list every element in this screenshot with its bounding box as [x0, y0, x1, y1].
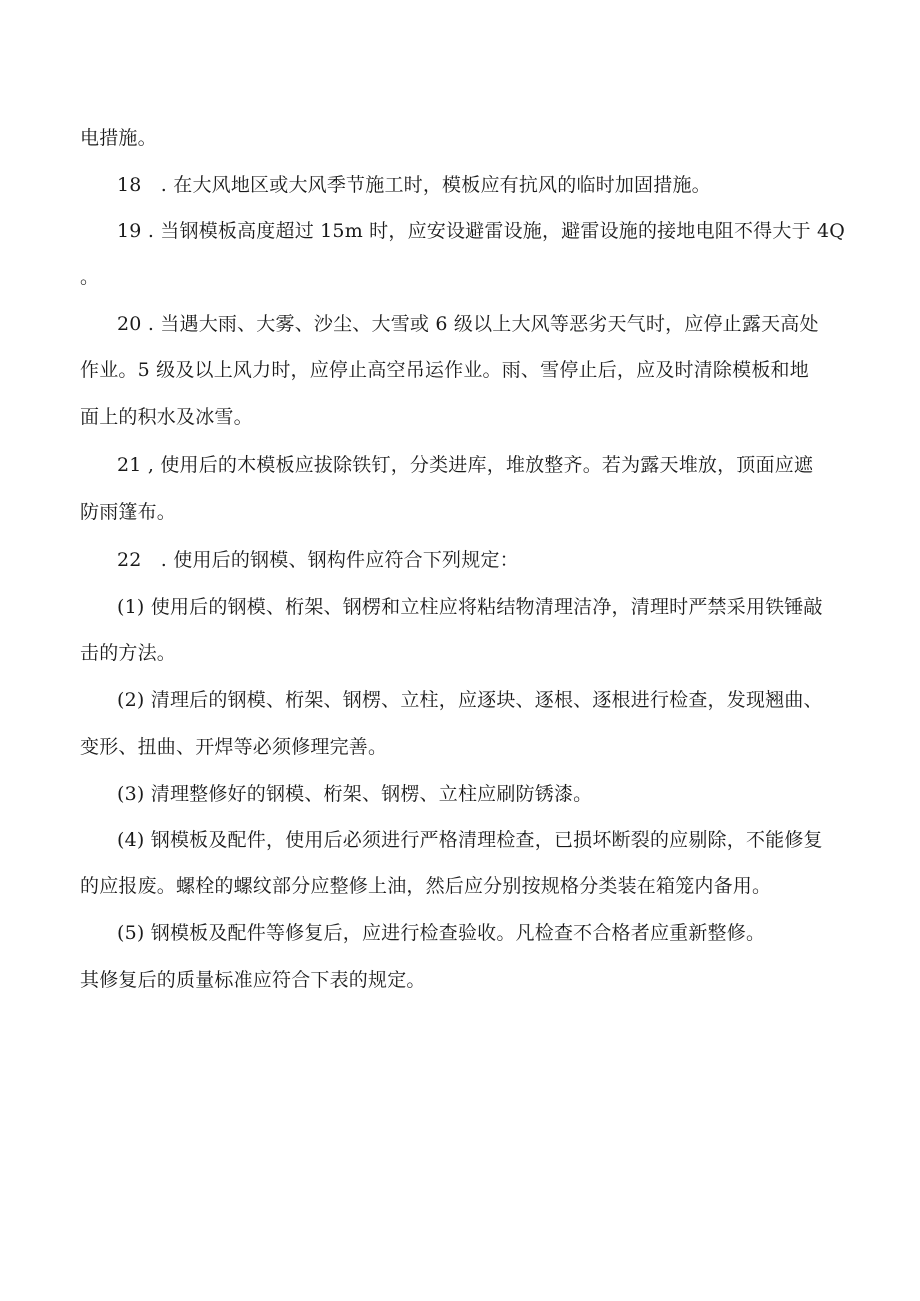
text-line: (4) 钢模板及配件，使用后必须进行严格清理检查，已损坏断裂的应剔除，不能修复 [117, 829, 823, 851]
text-line: (2) 清理后的钢模、桁架、钢楞、立柱，应逐块、逐根、逐根进行检查，发现翘曲、 [117, 689, 823, 711]
text-line: 20 . 当遇大雨、大雾、沙尘、大雪或 6 级以上大风等恶劣天气时，应停止露天高处 [117, 313, 819, 335]
text-line: 变形、扭曲、开焊等必须修理完善。 [80, 736, 388, 758]
text-line: 22 . 使用后的钢模、钢构件应符合下列规定： [117, 549, 519, 571]
text-line: (5) 钢模板及配件等修复后，应进行检查验收。凡检查不合格者应重新整修。 [117, 922, 766, 944]
text-line: 18 . 在大风地区或大风季节施工时，模板应有抗风的临时加固措施。 [117, 174, 711, 196]
text-line: 面上的积水及冰雪。 [80, 406, 253, 428]
text-line: 其修复后的质量标准应符合下表的规定。 [80, 969, 426, 991]
text-line: 击的方法。 [80, 642, 177, 664]
text-line: (3) 清理整修好的钢模、桁架、钢楞、立柱应刷防锈漆。 [117, 783, 593, 805]
text-line: 防雨篷布。 [80, 501, 177, 523]
text-line: 电措施。 [80, 127, 157, 149]
text-line: 21 , 使用后的木模板应拔除铁钉，分类进库，堆放整齐。若为露天堆放，顶面应遮 [117, 454, 814, 476]
text-line: 作业。5 级及以上风力时，应停止高空吊运作业。雨、雪停止后，应及时清除模板和地 [80, 359, 809, 381]
text-line: 19 . 当钢模板高度超过 15m 时，应安设避雷设施，避雷设施的接地电阻不得大于 4Q [117, 220, 846, 242]
text-line: 的应报废。螺栓的螺纹部分应整修上油，然后应分别按规格分类装在箱笼内备用。 [80, 875, 772, 897]
text-line: 。 [80, 266, 100, 288]
text-line: (1) 使用后的钢模、桁架、钢楞和立柱应将粘结物清理洁净，清理时严禁采用铁锤敲 [117, 596, 823, 618]
